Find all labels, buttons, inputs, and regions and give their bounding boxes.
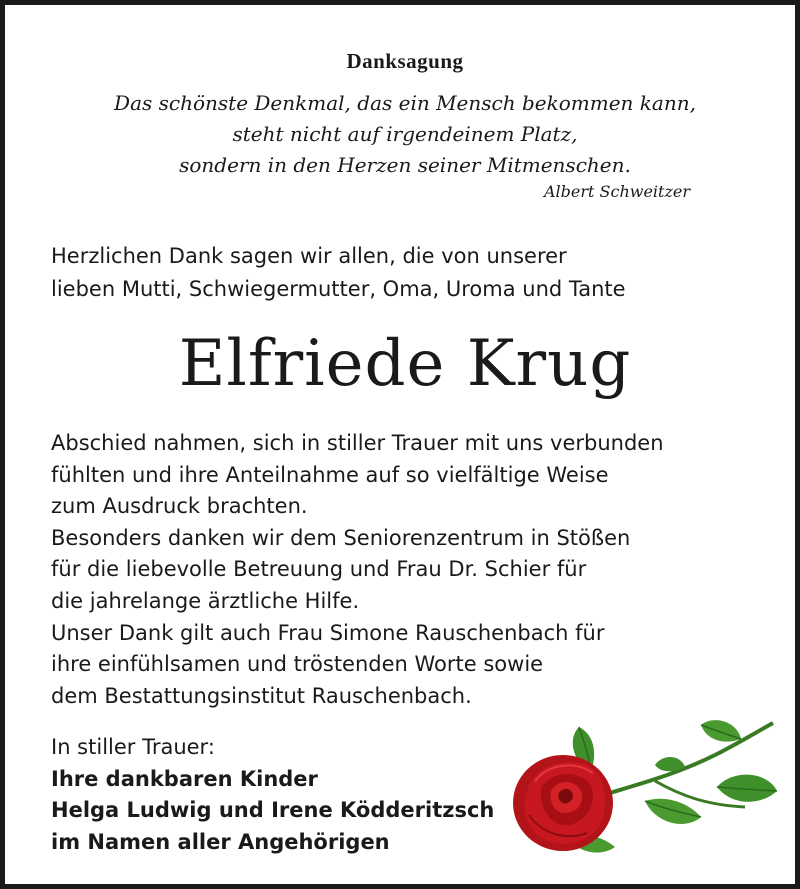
heading: Danksagung	[346, 49, 464, 73]
body-line: Besonders danken wir dem Seniorenzentrum in Stößen	[51, 525, 631, 550]
body-line: fühlten und ihre Anteilnahme auf so vielfältige Weise	[51, 462, 609, 487]
body-line: für die liebevolle Betreuung und Frau Dr. Schier für	[51, 557, 587, 582]
body-line: Unser Dank gilt auch Frau Simone Rauschenbach für	[51, 620, 605, 645]
signature-intro: In stiller Trauer:	[51, 735, 215, 759]
intro-line: Herzlichen Dank sagen wir allen, die von unserer	[51, 244, 567, 268]
body-line: die jahrelange ärztliche Hilfe.	[51, 588, 360, 613]
body-text	[51, 428, 664, 712]
intro-text	[51, 240, 626, 306]
red-rose-icon	[505, 705, 787, 865]
deceased-name: Elfriede Krug	[178, 327, 632, 401]
signature-line: im Namen aller Angehörigen	[51, 829, 390, 854]
quote-line: sondern in den Herzen seiner Mitmenschen.	[179, 153, 631, 177]
body-line: dem Bestattungsinstitut Rauschenbach.	[51, 683, 472, 708]
signature-line: Helga Ludwig und Irene Ködderitzsch	[51, 798, 495, 822]
body-line: zum Ausdruck brachten.	[51, 494, 308, 519]
signature-line: Ihre dankbaren Kinder	[51, 766, 318, 791]
body-line: Abschied nahmen, sich in stiller Trauer mit uns verbunden	[51, 431, 664, 455]
quote-line: steht nicht auf irgendeinem Platz,	[232, 122, 578, 146]
quote	[5, 88, 800, 181]
quote-line: Das schönste Denkmal, das ein Mensch bekommen kann,	[114, 91, 696, 115]
quote-author: Albert Schweitzer	[543, 182, 690, 201]
body-line: ihre einfühlsamen und tröstenden Worte sowie	[51, 652, 544, 677]
intro-line: lieben Mutti, Schwiegermutter, Oma, Uroma und Tante	[51, 277, 626, 301]
signature-block	[51, 732, 494, 858]
